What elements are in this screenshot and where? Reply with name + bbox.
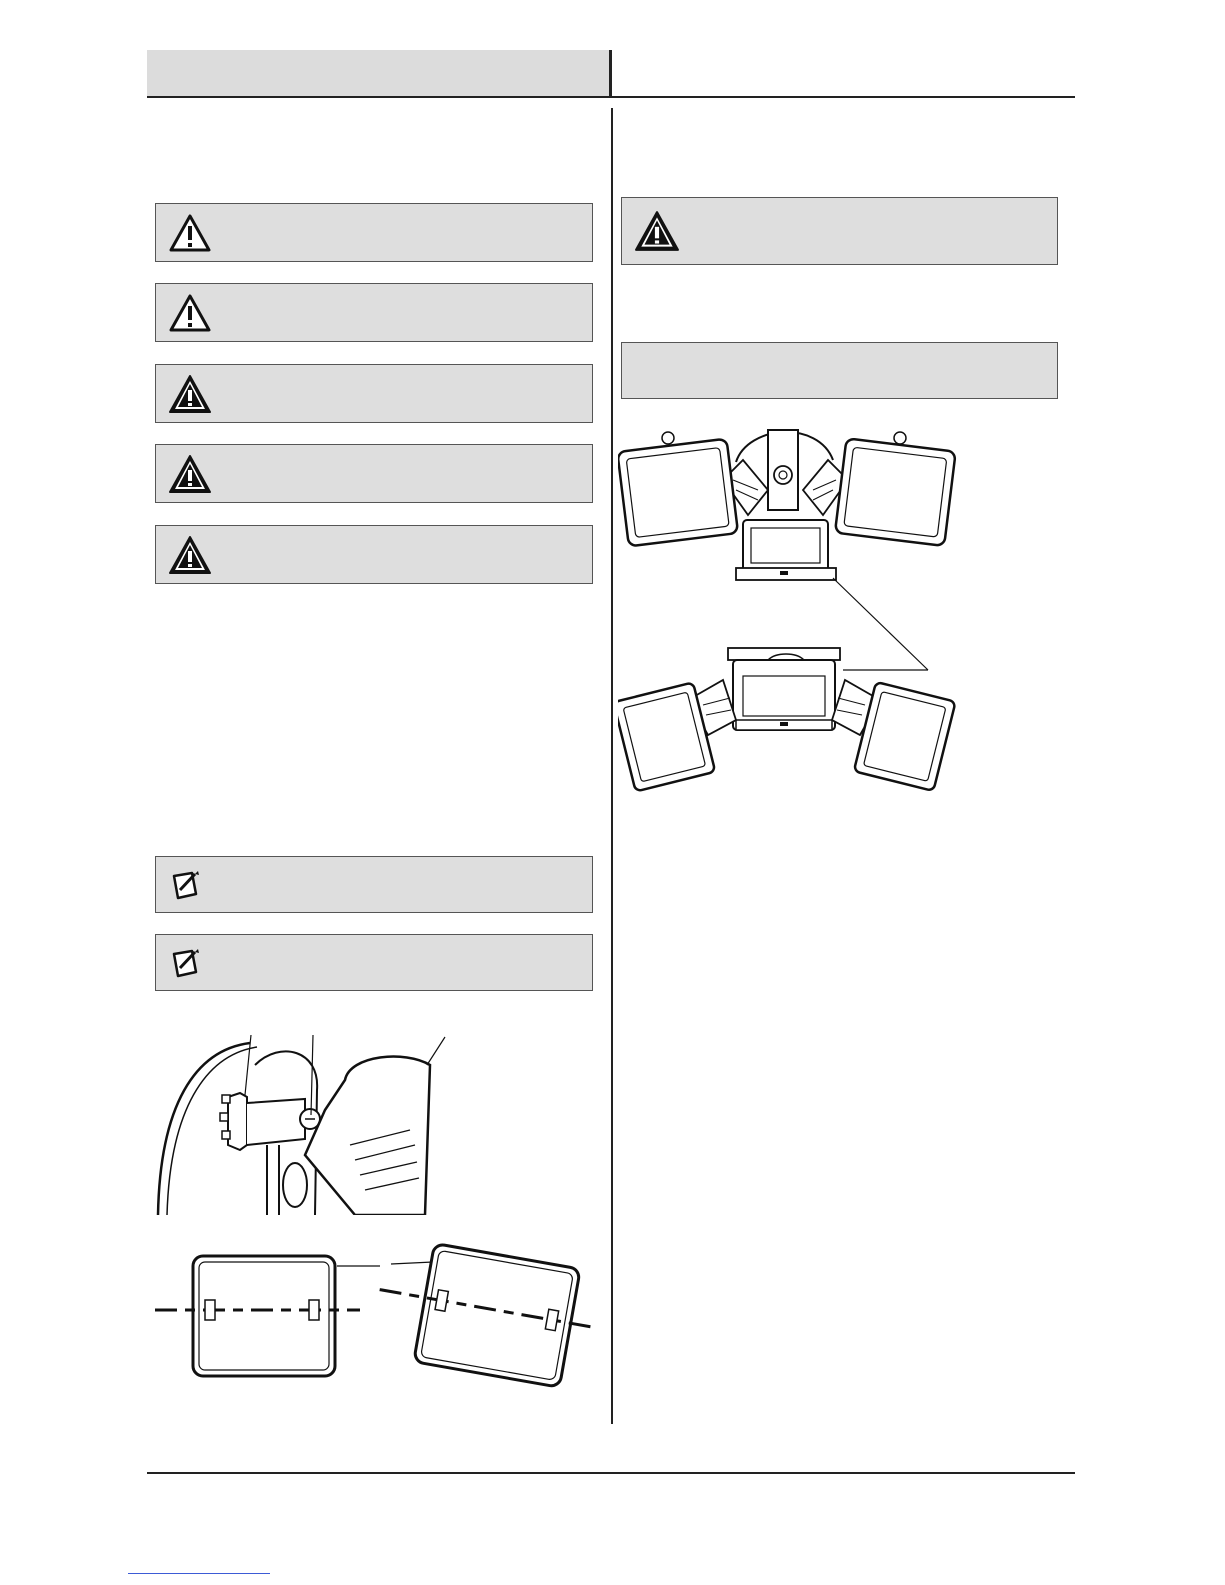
warning-triangle-filled-icon (634, 210, 680, 252)
info-panel (621, 342, 1058, 399)
bottom-link-underline[interactable] (128, 1573, 270, 1574)
note-notice-1 (155, 856, 593, 913)
warning-notice-2 (155, 283, 593, 342)
warning-triangle-filled-icon (168, 374, 212, 414)
warning-notice-3 (155, 364, 593, 423)
fixture-orientation-illustration (618, 420, 958, 800)
note-pad-pencil-icon (168, 868, 202, 902)
warning-notice-4 (155, 444, 593, 503)
warning-triangle-filled-icon (168, 535, 212, 575)
header-divider (609, 50, 612, 97)
header-bar (147, 50, 609, 96)
header-rule (147, 96, 1075, 98)
warning-notice-6 (621, 197, 1058, 265)
column-divider (611, 108, 613, 1424)
warning-triangle-outline-icon (168, 213, 212, 253)
note-pad-pencil-icon (168, 946, 202, 980)
note-notice-2 (155, 934, 593, 991)
level-alignment-illustration (155, 1240, 595, 1390)
warning-notice-5 (155, 525, 593, 584)
warning-notice-1 (155, 203, 593, 262)
footer-rule (147, 1472, 1075, 1474)
lamp-swivel-illustration (155, 1035, 455, 1215)
warning-triangle-outline-icon (168, 293, 212, 333)
warning-triangle-filled-icon (168, 454, 212, 494)
